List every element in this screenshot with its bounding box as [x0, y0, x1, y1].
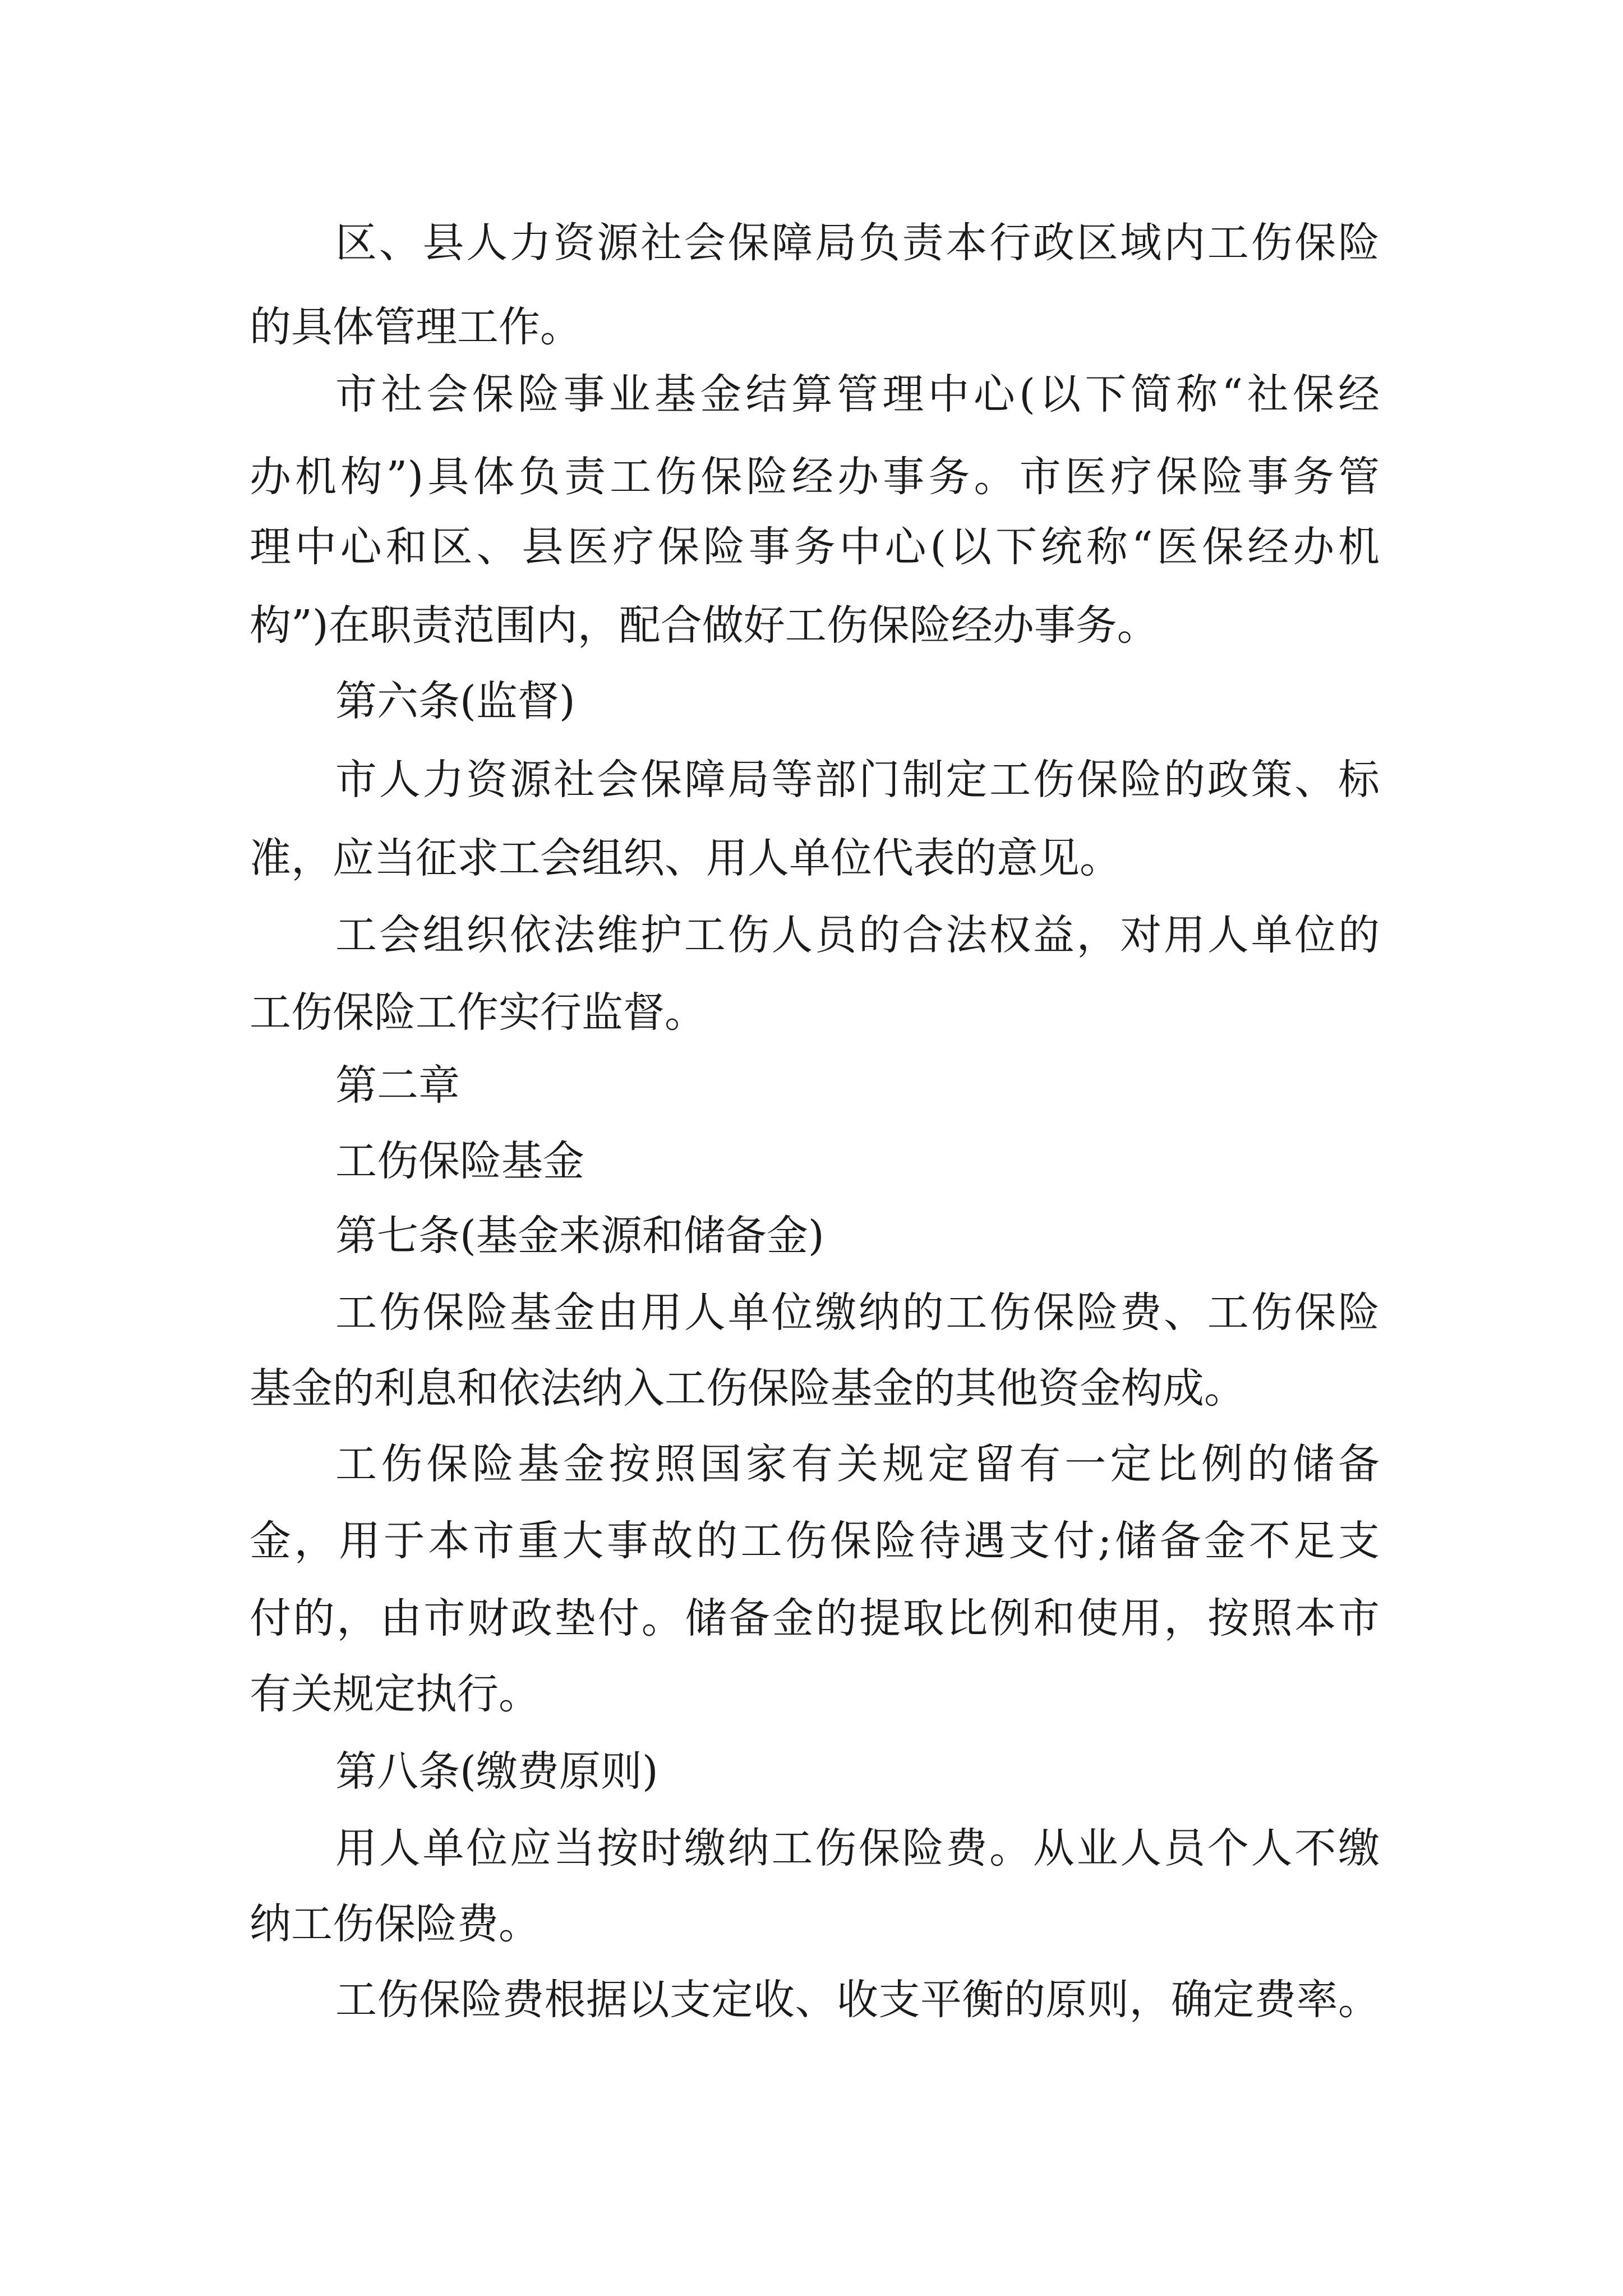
article-heading: 第六条(监督) [335, 677, 575, 725]
text-line: 市人力资源社会保障局等部门制定工伤保险的政策、标 [335, 756, 1380, 804]
text-line: 理中心和区、县医疗保险事务中心(以下统称“医保经办机 [250, 523, 1380, 571]
text-line: 金，用于本市重大事故的工伤保险待遇支付;储备金不足支 [250, 1517, 1380, 1565]
text-line: 工会组织依法维护工伤人员的合法权益，对用人单位的 [335, 911, 1380, 959]
chapter-title: 工伤保险基金 [335, 1137, 584, 1185]
text-line: 构”)在职责范围内，配合做好工伤保险经办事务。 [250, 601, 1159, 650]
article-heading: 第八条(缴费原则) [335, 1747, 658, 1796]
text-line: 工伤保险费根据以支定收、收支平衡的原则，确定费率。 [335, 1976, 1380, 2024]
text-line: 用人单位应当按时缴纳工伤保险费。从业人员个人不缴 [335, 1824, 1380, 1872]
text-line: 市社会保险事业基金结算管理中心(以下简称“社保经 [335, 370, 1380, 418]
text-line: 有关规定执行。 [250, 1670, 540, 1718]
text-line: 工伤保险基金按照国家有关规定留有一定比例的储备 [335, 1440, 1380, 1488]
text-line: 付的，由市财政垫付。储备金的提取比例和使用，按照本市 [250, 1594, 1380, 1642]
text-line: 的具体管理工作。 [250, 303, 582, 351]
text-line: 准，应当征求工会组织、用人单位代表的意见。 [250, 834, 1121, 882]
text-line: 基金的利息和依法纳入工伤保险基金的其他资金构成。 [250, 1364, 1246, 1412]
text-line: 办机构”)具体负责工伤保险经办事务。市医疗保险事务管 [250, 453, 1380, 501]
text-line: 工伤保险基金由用人单位缴纳的工伤保险费、工伤保险 [335, 1289, 1380, 1337]
text-line: 工伤保险工作实行监督。 [250, 988, 706, 1037]
text-line: 纳工伤保险费。 [250, 1900, 540, 1948]
text-line: 区、县人力资源社会保障局负责本行政区域内工伤保险 [335, 219, 1380, 267]
chapter-heading: 第二章 [335, 1061, 460, 1110]
article-heading: 第七条(基金来源和储备金) [335, 1212, 824, 1260]
